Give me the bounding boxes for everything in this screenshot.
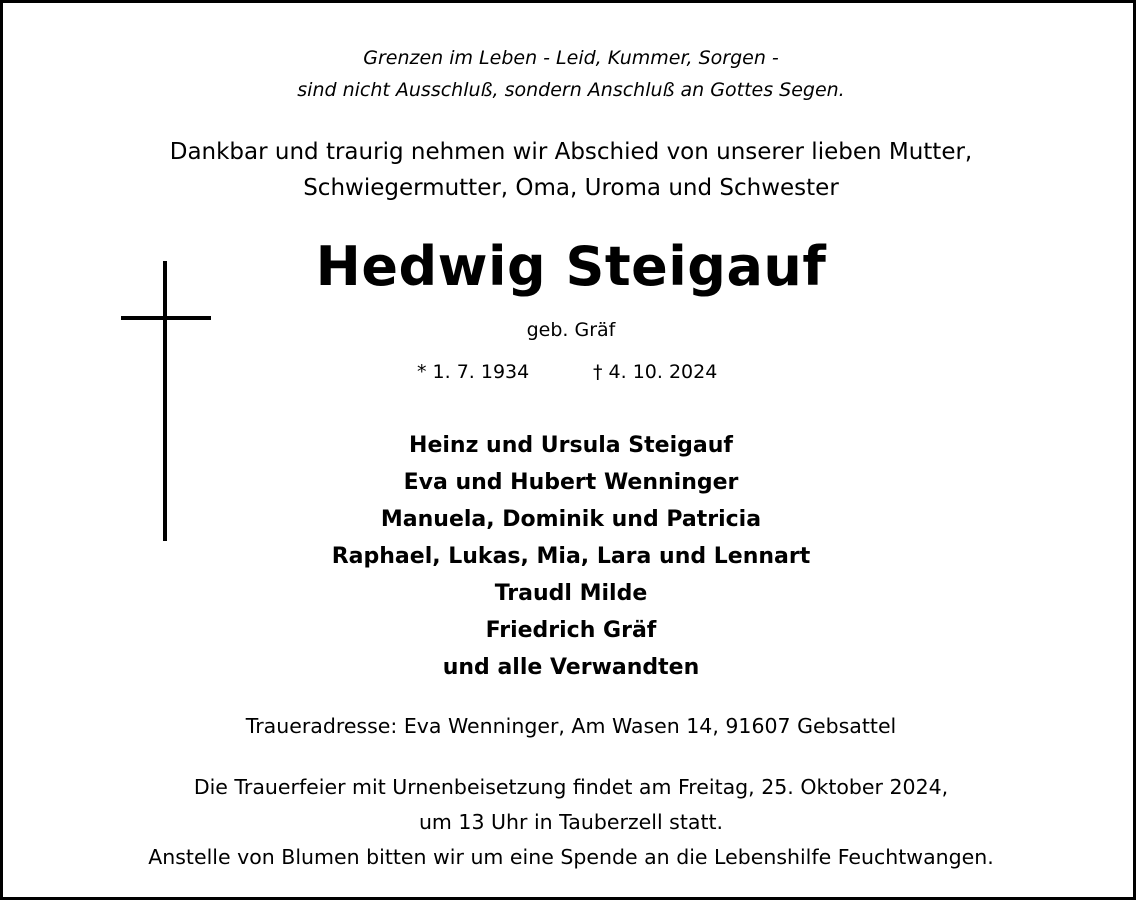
mourner-line: Eva und Hubert Wenninger bbox=[403, 470, 739, 495]
mourning-address: Traueradresse: Eva Wenninger, Am Wasen 14, 91607 Gebsattel bbox=[245, 714, 897, 738]
mourner-line: Heinz und Ursula Steigauf bbox=[409, 433, 733, 458]
motto-line-1: Grenzen im Leben - Leid, Kummer, Sorgen - bbox=[363, 47, 779, 69]
mourner-line: Traudl Milde bbox=[494, 581, 648, 606]
ceremony-line-1: Die Trauerfeier mit Urnenbeisetzung findet am Freitag, 25. Oktober 2024, bbox=[193, 775, 949, 799]
mourner-line: und alle Verwandten bbox=[442, 655, 700, 680]
ceremony-line-2: um 13 Uhr in Tauberzell statt. bbox=[418, 810, 724, 834]
motto-line-2: sind nicht Ausschluß, sondern Anschluß an Gottes Segen. bbox=[297, 79, 845, 101]
mourner-line: Friedrich Gräf bbox=[485, 618, 657, 643]
death-date: † 4. 10. 2024 bbox=[593, 361, 718, 383]
donation-line: Anstelle von Blumen bitten wir um eine Spende an die Lebenshilfe Feuchtwangen. bbox=[148, 845, 994, 869]
life-dates bbox=[3, 361, 1136, 387]
mourner-line: Raphael, Lukas, Mia, Lara und Lennart bbox=[331, 544, 811, 569]
deceased-name: Hedwig Steigauf bbox=[315, 235, 827, 298]
intro-line-2: Schwiegermutter, Oma, Uroma und Schwester bbox=[303, 175, 839, 201]
mourner-line: Manuela, Dominik und Patricia bbox=[380, 507, 762, 532]
intro-line-1: Dankbar und traurig nehmen wir Abschied von unserer lieben Mutter, bbox=[169, 139, 973, 165]
birth-name: geb. Gräf bbox=[526, 319, 616, 341]
birth-date: * 1. 7. 1934 bbox=[417, 361, 530, 383]
